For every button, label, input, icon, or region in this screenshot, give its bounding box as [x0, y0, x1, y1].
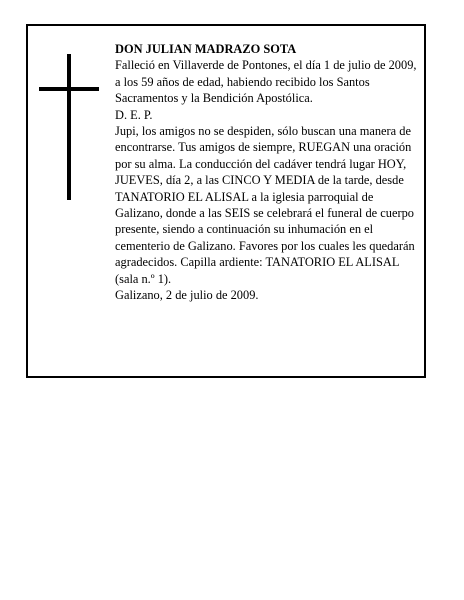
death-statement: Falleció en Villaverde de Pontones, el día 1 de julio de 2009, a los 59 años de edad, habiendo recibido los Santos Sacramentos y la Bendición Apostólica.	[115, 58, 417, 106]
friends-message: Jupi, los amigos no se despiden, sólo buscan una manera de encontrarse. Tus amigos de siempre, RUEGAN una oración por su alma. La conducción del cadáver tendrá lugar HOY, JUEVES, día 2, a las CINCO Y MEDIA de la tarde, desde TANATORIO EL ALISAL a la iglesia parroquial de Galizano, donde a las SEIS se celebrará el funeral de cuerpo presente, siendo a continuación su inhumación en el cementerio de Galizano. Favores por los cuales les quedarán agradecidos. Capilla ardiente: TANATORIO EL ALISAL (sala n.º 1).	[115, 124, 415, 286]
obituary-notice	[26, 24, 426, 378]
deceased-name: DON JULIAN MADRAZO SOTA	[115, 42, 297, 56]
cross-horizontal-bar	[39, 87, 99, 91]
place-date-line: Galizano, 2 de julio de 2009.	[115, 288, 259, 303]
cross-icon	[39, 54, 99, 200]
dep-line: D. E. P.	[115, 107, 153, 122]
cross-vertical-bar	[67, 54, 71, 200]
notice-content	[115, 41, 421, 304]
